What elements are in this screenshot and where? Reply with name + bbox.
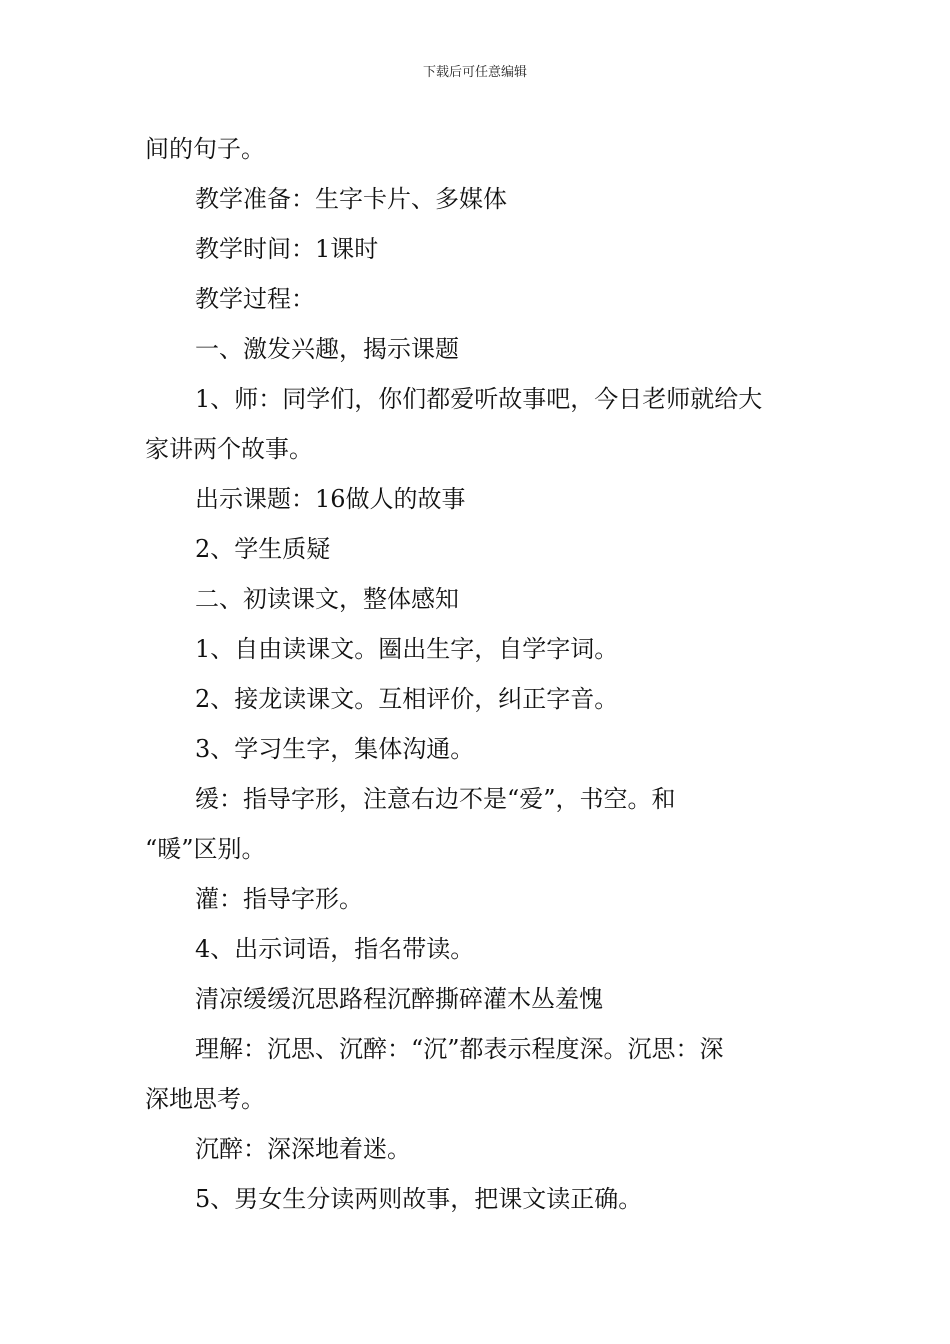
paragraph-line: 间的句子。 (145, 135, 265, 163)
paragraph-line: 缓：指导字形，注意右边不是“爱”，书空。和 (195, 785, 676, 813)
paragraph-line: 1、师：同学们，你们都爱听故事吧，今日老师就给大 (195, 385, 763, 413)
paragraph-line: 4、出示词语，指名带读。 (195, 935, 475, 963)
section-heading: 二、初读课文，整体感知 (195, 585, 459, 613)
word-list-line: 清凉缓缓沉思路程沉醉撕碎灌木丛羞愧 (195, 985, 603, 1013)
paragraph-line: 出示课题：16做人的故事 (195, 485, 466, 513)
paragraph-line: 灌：指导字形。 (195, 885, 363, 913)
page-header: 下载后可任意编辑 (422, 65, 527, 80)
paragraph-line: “暖”区别。 (145, 835, 266, 863)
document-body (145, 124, 807, 1224)
paragraph-line: 家讲两个故事。 (145, 435, 313, 463)
paragraph-line: 3、学习生字，集体沟通。 (195, 735, 475, 763)
section-heading: 一、激发兴趣，揭示课题 (195, 335, 459, 363)
paragraph-line: 沉醉：深深地着迷。 (195, 1135, 411, 1163)
paragraph-line: 5、男女生分读两则故事，把课文读正确。 (195, 1185, 643, 1213)
paragraph-line: 2、学生质疑 (195, 535, 331, 563)
paragraph-line: 1、自由读课文。圈出生字，自学字词。 (195, 635, 619, 663)
paragraph-line: 教学过程： (195, 285, 315, 313)
paragraph-line: 教学时间：1课时 (195, 235, 379, 263)
paragraph-line: 理解：沉思、沉醉：“沉”都表示程度深。沉思：深 (195, 1035, 724, 1063)
paragraph-line: 教学准备：生字卡片、多媒体 (195, 185, 507, 213)
paragraph-line: 2、接龙读课文。互相评价，纠正字音。 (195, 685, 619, 713)
paragraph-line: 深地思考。 (145, 1085, 265, 1113)
